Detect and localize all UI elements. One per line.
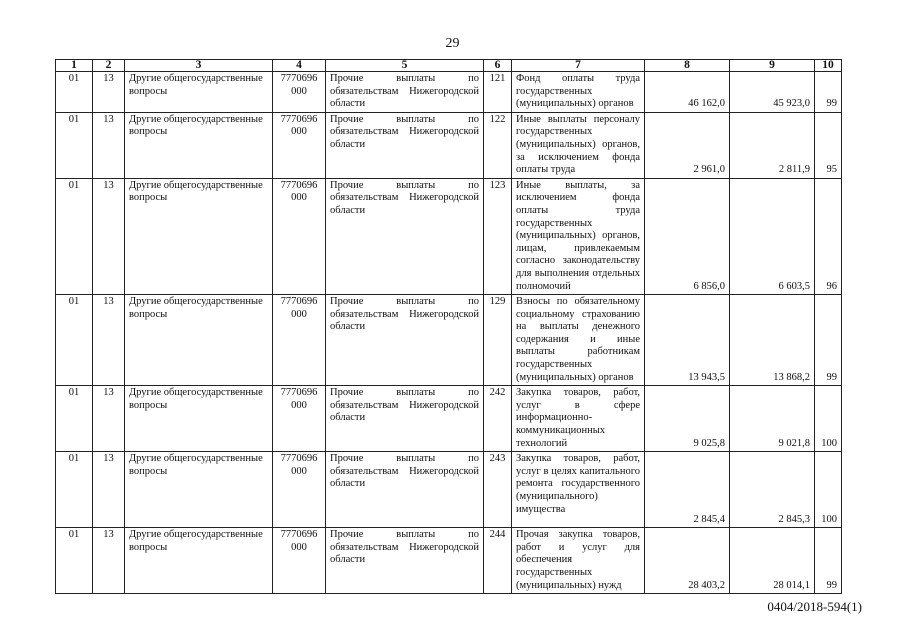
execution-percent: 100	[815, 386, 842, 452]
expense-type-code: 121	[484, 72, 512, 113]
planned-amount: 2 845,4	[645, 452, 730, 528]
section-code: 01	[56, 112, 93, 178]
subsection-code: 13	[93, 112, 125, 178]
column-header: 4	[273, 60, 326, 72]
target-article-code: 7770696 000	[273, 295, 326, 386]
executed-amount: 28 014,1	[730, 528, 815, 594]
subsection-code: 13	[93, 295, 125, 386]
section-name: Другие общегосударственные вопросы	[125, 72, 273, 113]
planned-amount: 9 025,8	[645, 386, 730, 452]
column-header: 8	[645, 60, 730, 72]
subsection-code: 13	[93, 528, 125, 594]
expense-type-name: Закупка товаров, работ, услуг в сфере информационно-коммуникационных технологий	[512, 386, 645, 452]
document-id: 0404/2018-594(1)	[767, 599, 862, 614]
target-article-name: Прочие выплаты по обязательствам Нижегородской области	[326, 178, 484, 294]
expense-type-name: Прочая закупка товаров, работ и услуг для обеспечения государственных (муниципальных) нужд	[512, 528, 645, 594]
section-code: 01	[56, 528, 93, 594]
execution-percent: 95	[815, 112, 842, 178]
subsection-code: 13	[93, 386, 125, 452]
target-article-name: Прочие выплаты по обязательствам Нижегородской области	[326, 295, 484, 386]
executed-amount: 6 603,5	[730, 178, 815, 294]
section-code: 01	[56, 72, 93, 113]
subsection-code: 13	[93, 452, 125, 528]
column-header: 7	[512, 60, 645, 72]
section-code: 01	[56, 386, 93, 452]
execution-percent: 99	[815, 295, 842, 386]
section-code: 01	[56, 178, 93, 294]
expense-type-code: 243	[484, 452, 512, 528]
budget-table	[55, 59, 842, 594]
executed-amount: 45 923,0	[730, 72, 815, 113]
table-row	[56, 386, 842, 452]
section-name: Другие общегосударственные вопросы	[125, 112, 273, 178]
table-row	[56, 528, 842, 594]
target-article-name: Прочие выплаты по обязательствам Нижегородской области	[326, 452, 484, 528]
target-article-code: 7770696 000	[273, 452, 326, 528]
expense-type-name: Иные выплаты персоналу государственных (муниципальных) органов, за исключением фонда оплаты труда	[512, 112, 645, 178]
table-row	[56, 72, 842, 113]
column-header: 5	[326, 60, 484, 72]
page-number: 29	[445, 36, 460, 51]
target-article-name: Прочие выплаты по обязательствам Нижегородской области	[326, 386, 484, 452]
expense-type-code: 244	[484, 528, 512, 594]
subsection-code: 13	[93, 178, 125, 294]
section-name: Другие общегосударственные вопросы	[125, 178, 273, 294]
expense-type-name: Закупка товаров, работ, услуг в целях капитального ремонта государственного (муниципального) имущества	[512, 452, 645, 528]
expense-type-code: 242	[484, 386, 512, 452]
executed-amount: 13 868,2	[730, 295, 815, 386]
expense-type-code: 122	[484, 112, 512, 178]
target-article-code: 7770696 000	[273, 528, 326, 594]
section-name: Другие общегосударственные вопросы	[125, 295, 273, 386]
executed-amount: 9 021,8	[730, 386, 815, 452]
column-header: 10	[815, 60, 842, 72]
target-article-code: 7770696 000	[273, 386, 326, 452]
target-article-code: 7770696 000	[273, 112, 326, 178]
section-name: Другие общегосударственные вопросы	[125, 386, 273, 452]
table-row	[56, 452, 842, 528]
planned-amount: 13 943,5	[645, 295, 730, 386]
planned-amount: 46 162,0	[645, 72, 730, 113]
target-article-name: Прочие выплаты по обязательствам Нижегородской области	[326, 528, 484, 594]
planned-amount: 2 961,0	[645, 112, 730, 178]
table-header-row	[56, 60, 842, 72]
table-row	[56, 112, 842, 178]
target-article-name: Прочие выплаты по обязательствам Нижегородской области	[326, 72, 484, 113]
column-header: 6	[484, 60, 512, 72]
execution-percent: 99	[815, 528, 842, 594]
executed-amount: 2 811,9	[730, 112, 815, 178]
column-header: 2	[93, 60, 125, 72]
execution-percent: 99	[815, 72, 842, 113]
expense-type-name: Взносы по обязательному социальному страхованию на выплаты денежного содержания и иные выплаты работникам государственных (муниципальных) органов	[512, 295, 645, 386]
table-row	[56, 295, 842, 386]
column-header: 9	[730, 60, 815, 72]
expense-type-name: Фонд оплаты труда государственных (муниципальных) органов	[512, 72, 645, 113]
expense-type-code: 123	[484, 178, 512, 294]
executed-amount: 2 845,3	[730, 452, 815, 528]
expense-type-name: Иные выплаты, за исключением фонда оплаты труда государственных (муниципальных) органов, лицам, привлекаемым согласно законодательству для выполнения отдельных полномочий	[512, 178, 645, 294]
section-code: 01	[56, 295, 93, 386]
execution-percent: 96	[815, 178, 842, 294]
planned-amount: 6 856,0	[645, 178, 730, 294]
expense-type-code: 129	[484, 295, 512, 386]
planned-amount: 28 403,2	[645, 528, 730, 594]
table-row	[56, 178, 842, 294]
target-article-code: 7770696 000	[273, 178, 326, 294]
execution-percent: 100	[815, 452, 842, 528]
section-name: Другие общегосударственные вопросы	[125, 452, 273, 528]
subsection-code: 13	[93, 72, 125, 113]
section-code: 01	[56, 452, 93, 528]
section-name: Другие общегосударственные вопросы	[125, 528, 273, 594]
target-article-name: Прочие выплаты по обязательствам Нижегородской области	[326, 112, 484, 178]
target-article-code: 7770696 000	[273, 72, 326, 113]
column-header: 1	[56, 60, 93, 72]
column-header: 3	[125, 60, 273, 72]
